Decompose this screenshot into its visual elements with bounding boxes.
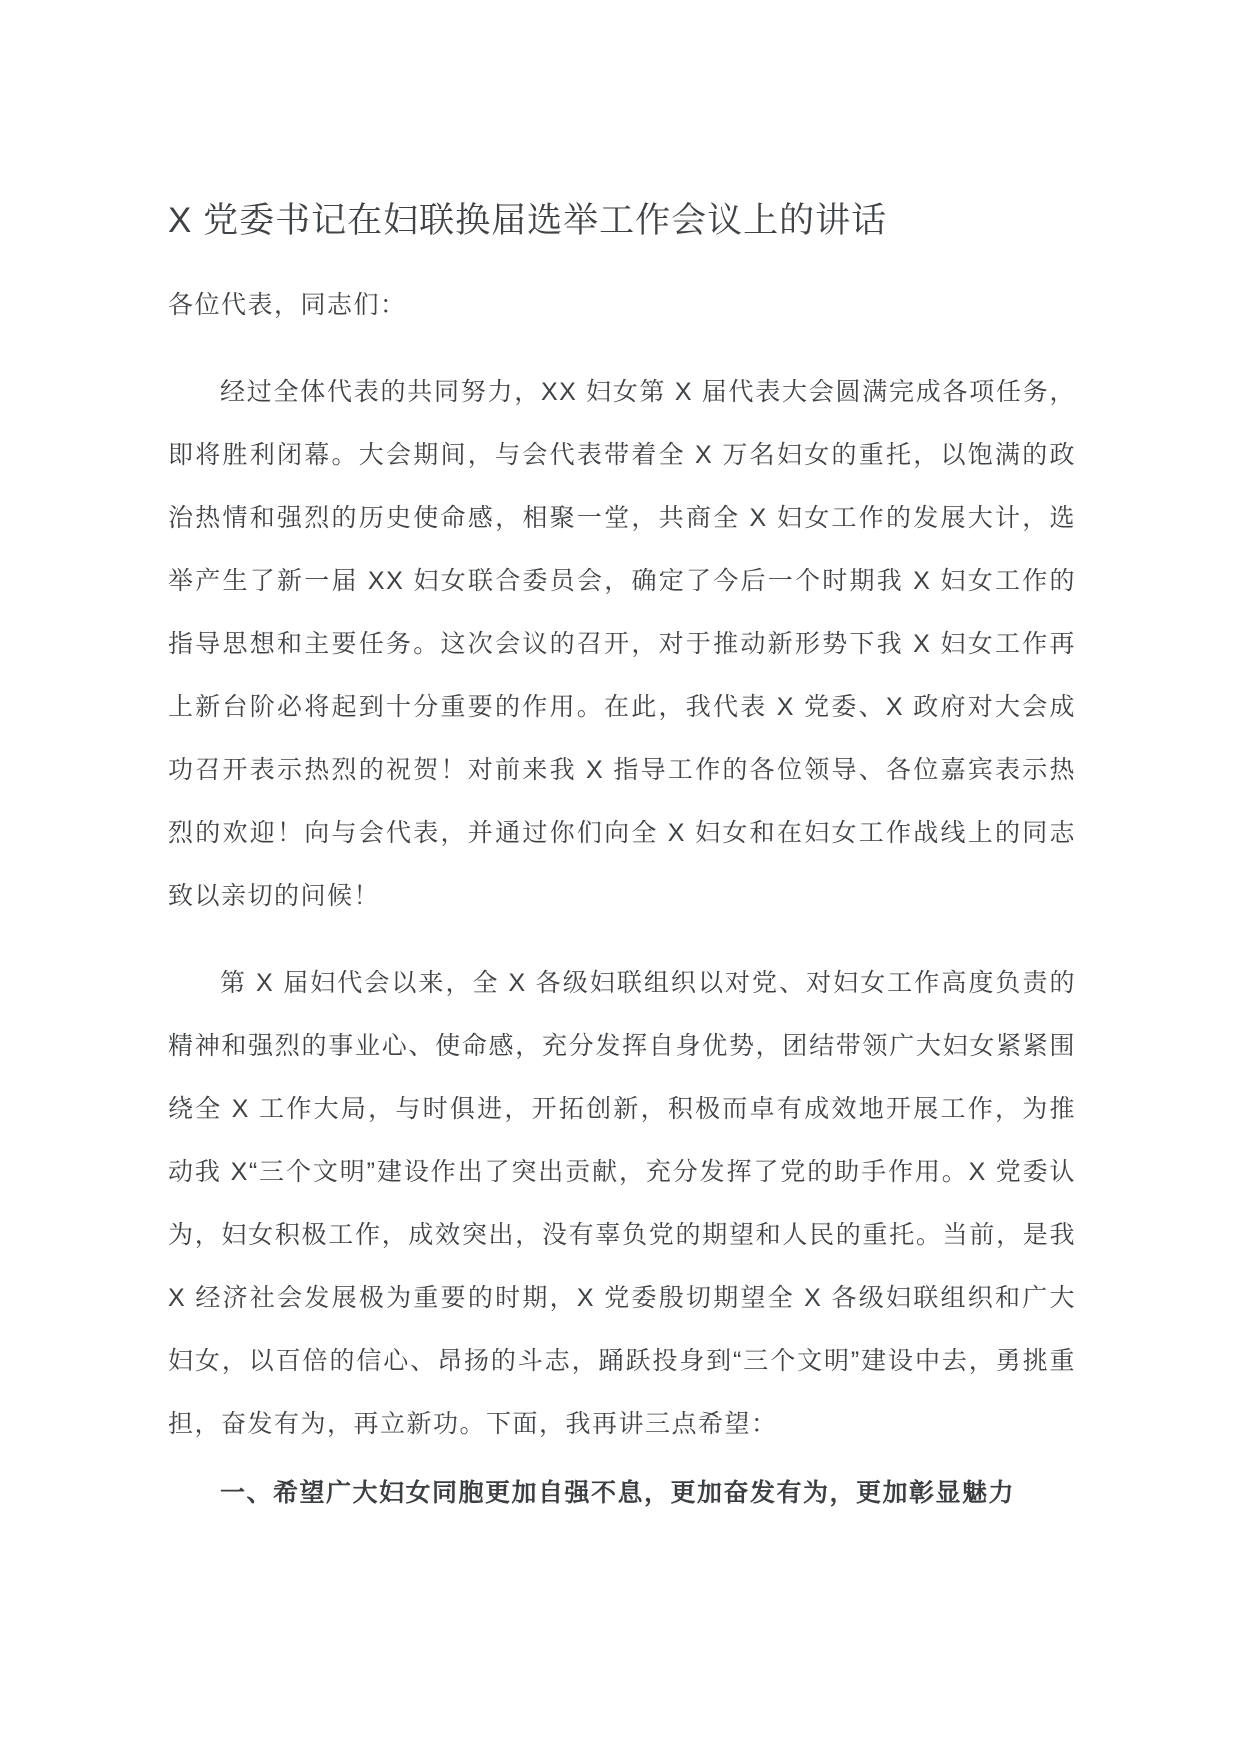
section-heading-1: 一、希望广大妇女同胞更加自强不息，更加奋发有为，更加彰显魅力 xyxy=(220,1479,1016,1507)
body-paragraph-2: 第 X 届妇代会以来，全 X 各级妇联组织以对党、对妇女工作高度负责的精神和强烈的事业心、使命感，充分发挥自身优势，团结带领广大妇女紧紧围绕全 X 工作大局，与时俱进，开拓创新，积极而卓有成效地开展工作，为推动我 X“三个文明”建设作出了突出贡献，充分发挥了党的助手作用。X 党委认为，妇女积极工作，成效突出，没有辜负党的期望和人民的重托。当前，是我 X 经济社会发展极为重要的时期，X 党委殷切期望全 X 各级妇联组织和广大妇女，以百倍的信心、昂扬的斗志，踊跃投身到“三个文明”建设中去，勇挑重担，奋发有为，再立新功。下面，我再讲三点希望： xyxy=(168,969,1076,1438)
document-title: X 党委书记在妇联换届选举工作会议上的讲话 xyxy=(168,201,888,240)
salutation-line: 各位代表，同志们： xyxy=(168,291,407,319)
body-paragraph-1: 经过全体代表的共同努力，XX 妇女第 X 届代表大会圆满完成各项任务，即将胜利闭幕。大会期间，与会代表带着全 X 万名妇女的重托，以饱满的政治热情和强烈的历史使命感，相聚一堂，共商全 X 妇女工作的发展大计，选举产生了新一届 XX 妇女联合委员会，确定了今后一个时期我 X 妇女工作的指导思想和主要任务。这次会议的召开，对于推动新形势下我 X 妇女工作再上新台阶必将起到十分重要的作用。在此，我代表 X 党委、X 政府对大会成功召开表示热烈的祝贺！对前来我 X 指导工作的各位领导、各位嘉宾表示热烈的欢迎！向与会代表，并通过你们向全 X 妇女和在妇女工作战线上的同志致以亲切的问候！ xyxy=(168,378,1076,910)
